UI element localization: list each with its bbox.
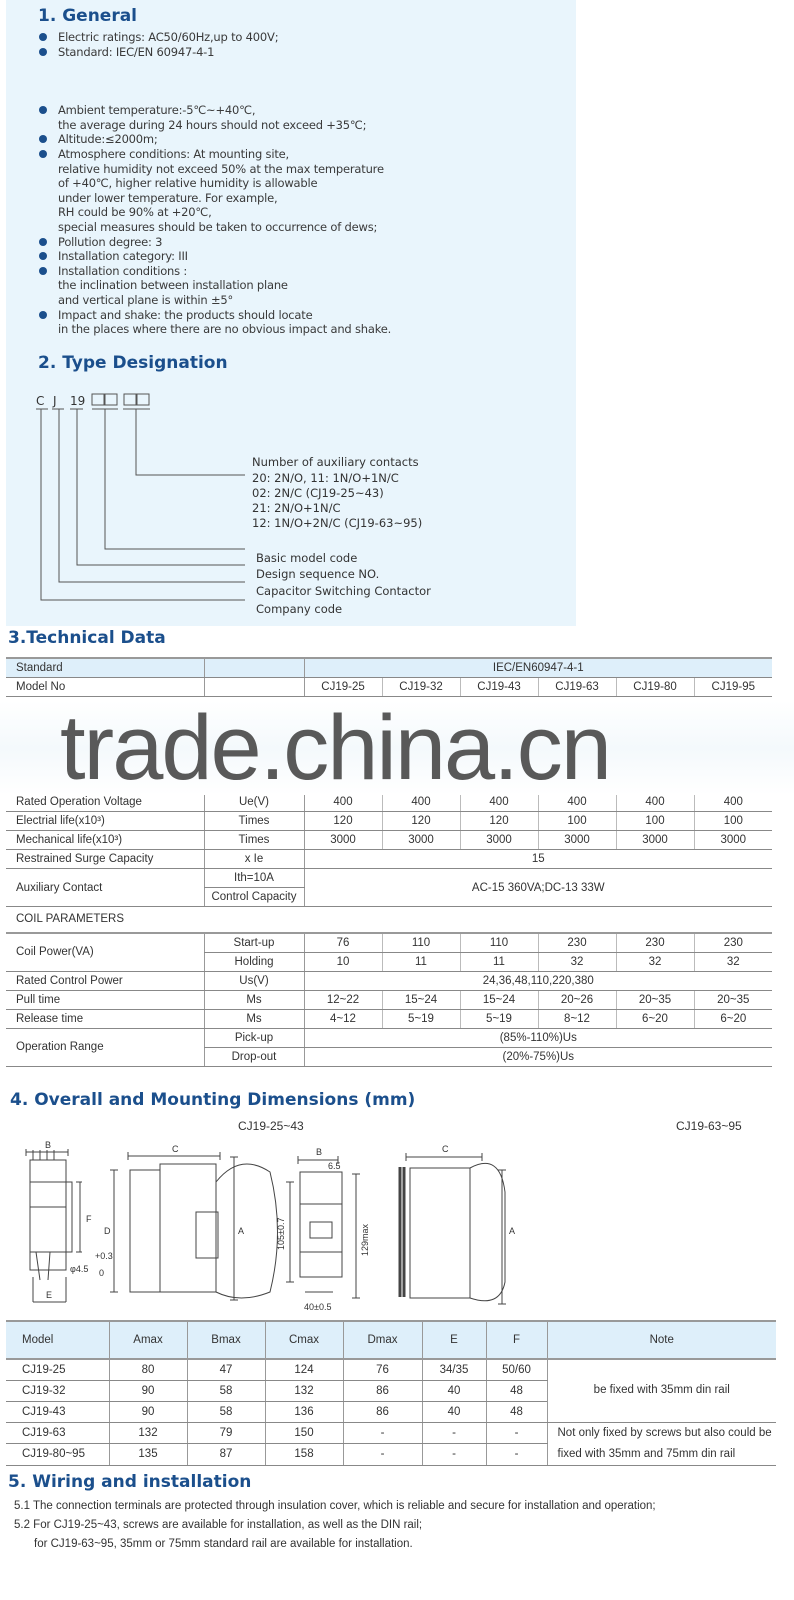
general-item-continued: and vertical plane is within ±5° [58, 292, 234, 307]
table-cell: 40 [422, 1401, 486, 1422]
value-cell: 3000 [694, 831, 772, 850]
value-cell: 20~35 [694, 990, 772, 1009]
table-cell: 76 [343, 1359, 422, 1380]
wiring-line-3: for CJ19-63~95, 35mm or 75mm standard rail are available for installation. [34, 1538, 413, 1550]
aux-line-4: 12: 1N/O+2N/C (CJ19-63~95) [252, 516, 423, 530]
table-cell: CJ19-43 [6, 1401, 109, 1422]
column-header: Model [6, 1321, 109, 1359]
dim-label-tol0: 0 [99, 1268, 105, 1278]
label-design-seq: Design sequence NO. [256, 567, 380, 581]
drawing-outlines [26, 1149, 506, 1304]
watermark: trade.china.cn [0, 701, 794, 795]
dim-label-b1: B [45, 1140, 52, 1150]
row-pull: Pull time Ms 12~22 15~24 15~24 20~26 20~35 20~35 [6, 990, 772, 1009]
table-cell: 132 [109, 1422, 187, 1444]
model-cell: CJ19-95 [694, 678, 772, 697]
type-designation-title: 2. Type Designation [38, 353, 228, 373]
model-cell: CJ19-63 [538, 678, 616, 697]
caption-cj19-25-43: CJ19-25~43 [238, 1119, 304, 1133]
value-cell: 20~26 [538, 990, 616, 1009]
general-item: Installation conditions : [38, 264, 558, 279]
column-header: Note [547, 1321, 776, 1359]
dim-label-tol: +0.3 [95, 1251, 113, 1261]
general-list [38, 30, 558, 337]
general-item: Electric ratings: AC50/60Hz,up to 400V; [38, 30, 558, 45]
label-company: Company code [256, 602, 343, 616]
dimension-drawings [0, 1112, 794, 1314]
general-item: Impact and shake: the products should locate [38, 308, 558, 323]
value-cell: 11 [460, 952, 538, 971]
value-cell: 10 [304, 952, 382, 971]
table-cell: - [422, 1422, 486, 1444]
table-cell: 150 [265, 1422, 343, 1444]
aux-line-2: 02: 2N/C (CJ19-25~43) [252, 486, 384, 500]
value-cell: 8~12 [538, 1009, 616, 1028]
dim-label-40: 40±0.5 [304, 1302, 332, 1312]
column-header: Bmax [187, 1321, 265, 1359]
aux-line-0: Number of auxiliary contacts [252, 455, 419, 469]
value-cell: 400 [616, 793, 694, 812]
table-cell: 79 [187, 1422, 265, 1444]
column-header: F [486, 1321, 547, 1359]
dim-label-129: 129max [360, 1223, 370, 1256]
value-cell: 32 [538, 952, 616, 971]
row-standard [6, 658, 772, 678]
standard-label: Standard [6, 658, 204, 678]
row-surge: Restrained Surge Capacity x Ie 15 [6, 850, 772, 869]
value-cell: 32 [616, 952, 694, 971]
table-cell: - [422, 1444, 486, 1466]
dim-label-f: F [86, 1214, 92, 1224]
table-cell: 158 [265, 1444, 343, 1466]
table-cell: 48 [486, 1401, 547, 1422]
value-cell: 120 [382, 812, 460, 831]
table-cell: 90 [109, 1401, 187, 1422]
code-j: J [53, 394, 57, 408]
column-header: Dmax [343, 1321, 422, 1359]
code-c: C [36, 394, 45, 408]
dim-label-65: 6.5 [328, 1161, 341, 1171]
table-cell: CJ19-32 [6, 1380, 109, 1401]
aux-line-1: 20: 2N/O, 11: 1N/O+1N/C [252, 471, 399, 485]
dimensions-header-row [6, 1321, 776, 1359]
general-item-continued: RH could be 90% at +20℃, [58, 205, 212, 220]
model-cell: CJ19-32 [382, 678, 460, 697]
table-cell: 58 [187, 1401, 265, 1422]
table-cell: 47 [187, 1359, 265, 1380]
note-cell: be fixed with 35mm din rail [547, 1359, 776, 1422]
table-cell: CJ19-63 [6, 1422, 109, 1444]
caption-cj19-63-95: CJ19-63~95 [676, 1119, 742, 1133]
wiring-title: 5. Wiring and installation [8, 1472, 252, 1492]
table-row [6, 1359, 776, 1380]
row-coil-startup: Coil Power(VA) Start-up 76 110 110 230 230 230 [6, 933, 772, 953]
coil-parameters-header: COIL PARAMETERS [16, 913, 124, 926]
value-cell: 76 [304, 933, 382, 953]
value-cell: 3000 [304, 831, 382, 850]
label-capacitor: Capacitor Switching Contactor [256, 584, 431, 598]
general-item-continued: relative humidity not exceed 50% at the max temperature [58, 161, 384, 176]
table-cell: CJ19-25 [6, 1359, 109, 1380]
note-cell: Not only fixed by screws but also could be fixed with 35mm and 75mm din rail [547, 1422, 776, 1465]
dimensions-title: 4. Overall and Mounting Dimensions (mm) [10, 1090, 416, 1110]
general-item-continued: the inclination between installation plane [58, 278, 288, 293]
value-cell: 32 [694, 952, 772, 971]
table-cell: 87 [187, 1444, 265, 1466]
row-aux-control: Control Capacity [6, 888, 772, 907]
row-mech-life: Mechanical life(x10³) Times 3000 3000 3000 3000 3000 3000 [6, 831, 772, 850]
technical-title: 3.Technical Data [8, 628, 166, 648]
table-cell: 90 [109, 1380, 187, 1401]
general-item-continued: of +40℃, higher relative humidity is allowable [58, 176, 318, 191]
value-cell: 230 [694, 933, 772, 953]
value-cell: 100 [694, 812, 772, 831]
wiring-line-1: 5.1 The connection terminals are protected through insulation cover, which is reliable and secure for installation and operation; [14, 1500, 656, 1512]
type-designation-diagram [30, 385, 570, 625]
value-cell: 3000 [460, 831, 538, 850]
dim-label-a1: A [238, 1226, 245, 1236]
dim-label-105: 105±0.7 [276, 1217, 286, 1250]
row-elec-life: Electrial life(x10³) Times 120 120 120 100 100 100 [6, 812, 772, 831]
value-cell: 15~24 [460, 990, 538, 1009]
value-cell: 100 [616, 812, 694, 831]
table-row [6, 1422, 776, 1444]
table-cell: CJ19-80~95 [6, 1444, 109, 1466]
value-cell: 400 [304, 793, 382, 812]
general-item-continued: in the places where there are no obvious impact and shake. [58, 322, 392, 337]
value-cell: 5~19 [382, 1009, 460, 1028]
value-cell: 11 [382, 952, 460, 971]
table-cell: - [343, 1444, 422, 1466]
dimensions-table [6, 1320, 776, 1466]
column-header: Amax [109, 1321, 187, 1359]
general-item: Ambient temperature:-5℃~+40℃, [38, 103, 558, 118]
general-item-continued: the average during 24 hours should not exceed +35℃; [58, 117, 367, 132]
dim-label-c1: C [172, 1144, 179, 1154]
row-aux: Auxiliary Contact Ith=10A AC-15 360VA;DC-13 33W [6, 869, 772, 888]
table-cell: - [486, 1422, 547, 1444]
label-basic-model: Basic model code [256, 551, 358, 565]
table-cell: - [343, 1422, 422, 1444]
value-cell: 20~35 [616, 990, 694, 1009]
dim-label-a2: A [509, 1226, 516, 1236]
general-item: Altitude:≤2000m; [38, 132, 558, 147]
table-cell: 80 [109, 1359, 187, 1380]
general-item: Atmosphere conditions: At mounting site, [38, 147, 558, 162]
row-model [6, 678, 772, 697]
wiring-line-2: 5.2 For CJ19-25~43, screws are available for installation, as well as the DIN rail; [14, 1519, 423, 1531]
row-control-power: Rated Control Power Us(V) 24,36,48,110,220,380 [6, 971, 772, 990]
value-cell: 400 [694, 793, 772, 812]
value-cell: 3000 [616, 831, 694, 850]
value-cell: 400 [538, 793, 616, 812]
value-cell: 230 [538, 933, 616, 953]
table-cell: 58 [187, 1380, 265, 1401]
value-cell: 400 [382, 793, 460, 812]
dim-label-hole: φ4.5 [70, 1264, 89, 1274]
table-cell: 34/35 [422, 1359, 486, 1380]
value-cell: 3000 [382, 831, 460, 850]
aux-line-3: 21: 2N/O+1N/C [252, 501, 341, 515]
row-release: Release time Ms 4~12 5~19 5~19 8~12 6~20 6~20 [6, 1009, 772, 1028]
value-cell: 12~22 [304, 990, 382, 1009]
value-cell: 15~24 [382, 990, 460, 1009]
table-cell: 135 [109, 1444, 187, 1466]
model-cell: CJ19-43 [460, 678, 538, 697]
general-item-continued: under lower temperature. For example, [58, 190, 278, 205]
table-cell: 132 [265, 1380, 343, 1401]
value-cell: 4~12 [304, 1009, 382, 1028]
value-cell: 110 [382, 933, 460, 953]
column-header: E [422, 1321, 486, 1359]
value-cell: 3000 [538, 831, 616, 850]
general-item: Installation category: III [38, 249, 558, 264]
value-cell: 120 [460, 812, 538, 831]
value-cell: 110 [460, 933, 538, 953]
value-cell: 6~20 [694, 1009, 772, 1028]
value-cell: 230 [616, 933, 694, 953]
column-header: Cmax [265, 1321, 343, 1359]
value-cell: 120 [304, 812, 382, 831]
standard-value: IEC/EN60947-4-1 [304, 658, 772, 678]
general-item: Pollution degree: 3 [38, 235, 558, 250]
row-op-dropout: Drop-out (20%-75%)Us [6, 1047, 772, 1066]
general-item: Standard: IEC/EN 60947-4-1 [38, 45, 558, 60]
table-cell: - [486, 1444, 547, 1466]
dim-label-e: E [46, 1290, 53, 1300]
wiring-text [14, 1497, 786, 1554]
table-cell: 86 [343, 1401, 422, 1422]
table-cell: 86 [343, 1380, 422, 1401]
model-cell: CJ19-25 [304, 678, 382, 697]
general-item-continued: special measures should be taken to occurrence of dews; [58, 219, 378, 234]
code-boxes-and-leaders [36, 394, 245, 600]
dim-label-d: D [104, 1226, 111, 1236]
row-voltage: Rated Operation Voltage Ue(V) 400 400 400 400 400 400 [6, 793, 772, 812]
general-title: 1. General [38, 6, 138, 26]
table-cell: 48 [486, 1380, 547, 1401]
value-cell: 6~20 [616, 1009, 694, 1028]
dim-label-b2: B [316, 1147, 323, 1157]
value-cell: 400 [460, 793, 538, 812]
model-cell: CJ19-80 [616, 678, 694, 697]
table-cell: 124 [265, 1359, 343, 1380]
value-cell: 5~19 [460, 1009, 538, 1028]
table-cell: 136 [265, 1401, 343, 1422]
model-label: Model No [6, 678, 204, 697]
dim-label-c2: C [442, 1144, 449, 1154]
row-coil-holding: Holding 10 11 11 32 32 32 [6, 952, 772, 971]
table-cell: 40 [422, 1380, 486, 1401]
table-cell: 50/60 [486, 1359, 547, 1380]
code-19: 19 [70, 394, 86, 408]
row-op-pickup: Operation Range Pick-up (85%-110%)Us [6, 1028, 772, 1047]
value-cell: 100 [538, 812, 616, 831]
